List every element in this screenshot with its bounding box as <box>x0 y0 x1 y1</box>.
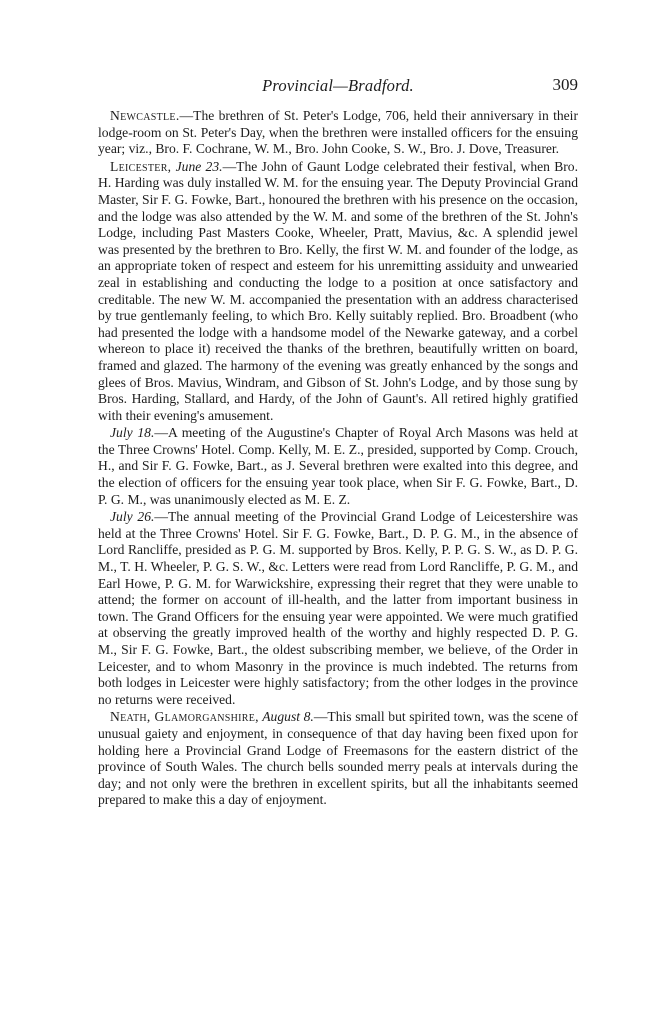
paragraph-neath <box>98 709 578 809</box>
document-page <box>98 70 578 810</box>
place-heading: Neath, Glamorganshire, <box>110 709 259 725</box>
paragraph-july-26 <box>98 509 578 708</box>
paragraph-leicester <box>98 159 578 425</box>
place-heading: Leicester, <box>110 158 172 174</box>
paragraph-july-18 <box>98 425 578 508</box>
date-heading: July 18. <box>110 425 155 441</box>
date-heading: August 8. <box>258 709 314 725</box>
paragraph-text: —This small but spirited town, was the scene of unusual gaiety and enjoyment, in consequence of that day having been fixed upon for holding here a Provincial Grand Lodge of Freemasons for the eastern district of the province of South Wales. The church bells sounded merry peals at intervals during the day; and not only were the brethren in excellent spirits, but all the inhabitants seemed prepared to make this a day of enjoyment. <box>98 709 578 808</box>
paragraph-text: —The John of Gaunt Lodge celebrated their festival, when Bro. H. Harding was duly installed W. M. for the ensuing year. The Deputy Provincial Grand Master, Sir F. G. Fowke, Bart., honoured the brethren with his presence on the occasion, and the lodge was also attended by the W. M. and some of the brethren of the St. John's Lodge, including Past Masters Cooke, Wheeler, Pratt, Mavius, &c. A splendid jewel was presented by the brethren to Bro. Kelly, the first W. M. and founder of the lodge, as an appropriate token of respect and esteem for his unremitting assiduity and unwearied zeal in establishing and conducting the lodge to a position at once satisfactory and creditable. The new W. M. accompanied the presentation with an address characterised by true gentlemanly feeling, to which Bro. Kelly suitably replied. Bro. Broadbent (who had presented the lodge with a handsome model of the Newarke gateway, and a corbel whereon to place it) received the thanks of the brethren, beautifully written on board, framed and glazed. The harmony of the evening was greatly enhanced by the songs and glees of Bros. Mavius, Windram, and Gibson of St. John's Lodge, and by those sung by Bros. Harding, Stallard, and Hardy, of the John of Gaunt's. All retired highly gratified with their evening's amusement. <box>98 158 578 423</box>
place-heading: Newcastle. <box>110 108 180 123</box>
running-head <box>98 70 578 100</box>
running-title: Provincial—Bradford. <box>262 76 414 95</box>
page-number: 309 <box>552 75 578 94</box>
body-text <box>98 108 578 809</box>
paragraph-text: —The brethren of St. Peter's Lodge, 706, held their anniversary in their lodge-room on St. Peter's Day, when the brethren were installed officers for the ensuing year; viz., Bro. F. Cochrane, W. M., Bro. John Cooke, S. W., Bro. J. Dove, Treasurer. <box>98 108 578 157</box>
date-heading: July 26. <box>110 509 155 525</box>
paragraph-newcastle <box>98 108 578 158</box>
paragraph-text: —A meeting of the Augustine's Chapter of Royal Arch Masons was held at the Three Crowns' Hotel. Comp. Kelly, M. E. Z., presided, supported by Comp. Crouch, H., and Sir F. G. Fowke, Bart., as J. Several brethren were exalted into this degree, and the election of officers for the ensuing year took place, when Sir F. G. Fowke, Bart., D. P. G. M., was unanimously elected as M. E. Z. <box>98 425 578 507</box>
paragraph-text: —The annual meeting of the Provincial Grand Lodge of Leicestershire was held at the Three Crowns' Hotel. Sir F. G. Fowke, Bart., D. P. G. M., in the absence of Lord Rancliffe, presided as P. G. M. supported by Bros. Kelly, P. P. G. S. W., as D. P. G. M., T. H. Wheeler, P. G. S. W., &c. Letters were read from Lord Rancliffe, P. G. M., and Earl Howe, P. G. M. for Warwickshire, expressing their regret that they were unable to attend; the former on account of ill-health, and the latter from important business in town. The Grand Officers for the ensuing year were appointed. We were much gratified at observing the greatly improved health of the worthy and highly respected D. P. G. M., Sir F. G. Fowke, Bart., the oldest subscribing member, we believe, of the Order in Leicester, and to whom Masonry in the province is much indebted. The returns from both lodges in Leicester were highly satisfactory; from the other lodges in the province no returns were received. <box>98 509 578 707</box>
date-heading: June 23. <box>171 158 223 174</box>
